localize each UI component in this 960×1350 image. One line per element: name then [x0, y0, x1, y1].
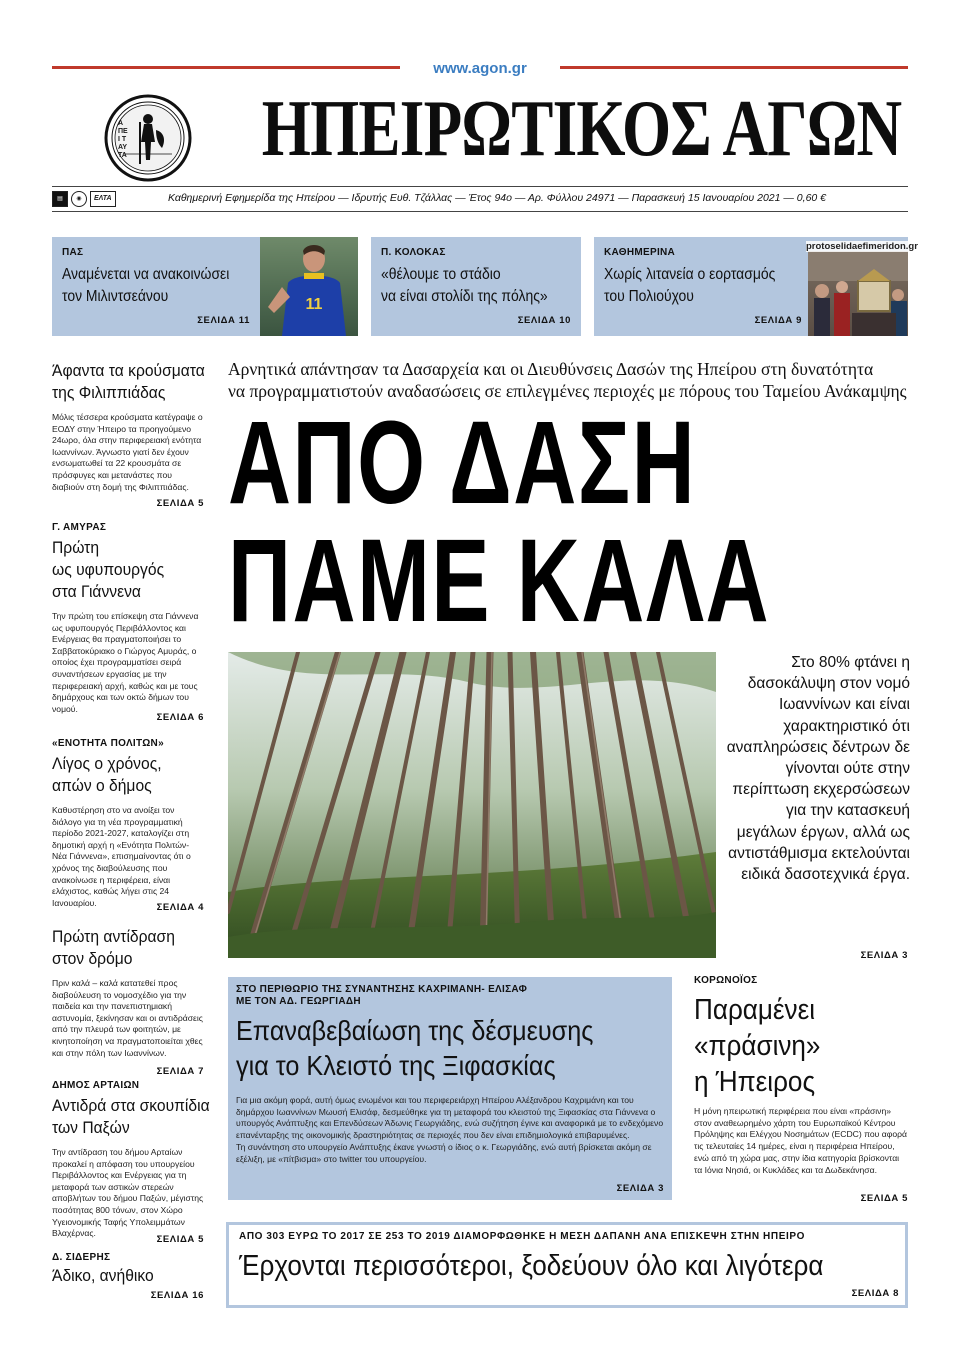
teaser-page-ref[interactable]: ΣΕΛΙΔΑ 11: [197, 315, 250, 326]
sidebar-body: Μόλις τέσσερα κρούσματα κατέγραψε ο ΕΟΔΥ στην Ήπειρο τα προηγούμενο 24ωρο, όλα στην περιφερειακή ενότητα Ιωαννίνων. Άγνωστο γιατί δεν έχουν ενσωματωθεί τα 22 κρουσμάτα σε πρόσφυγες και μετανάστες που διαβιούν στη δομή της Φιλιππιάδας.: [52, 412, 203, 492]
headline-line: στον δρόμο: [52, 949, 133, 968]
corona-story[interactable]: [694, 975, 908, 1205]
sidebar-story-sideris[interactable]: [52, 1252, 204, 1308]
headline-line: Επαναβεβαίωση της δέσμευσης: [236, 1015, 594, 1046]
tourism-kicker: ΑΠΟ 303 ΕΥΡΩ ΤΟ 2017 ΣΕ 253 ΤΟ 2019 ΔΙΑΜΟΡΦΩΘΗΚΕ Η ΜΕΣΗ ΔΑΠΑΝΗ ΑΝΑ ΕΠΙΣΚΕΨΗ ΣΤΗΝ ΗΠΕΙΡΟ: [239, 1231, 805, 1242]
lead-headline[interactable]: [228, 397, 771, 647]
headline-line: στα Γιάννενα: [52, 582, 141, 601]
xifaskia-headline: [236, 1013, 593, 1083]
sidebar-page-ref[interactable]: ΣΕΛΙΔΑ 5: [156, 1234, 204, 1245]
sidebar-headline: [52, 753, 192, 797]
lead-summary: Στο 80% φτάνει η δασοκάλυψη στον νομό Ιωαννίνων και είναι χαρακτηριστικό ότι αναπληρώσεις δέντρων δε γίνονται ούτε στην περίπτωση εκχερσώσεων για την κατασκευή μεγάλων έργων, αλλά ως αντιστάθμισμα εκτελούνται ειδικά δασοτεχνικά έργα.: [726, 654, 910, 884]
headline-line: απών ο δήμος: [52, 776, 152, 795]
tourism-story[interactable]: [226, 1222, 908, 1308]
sidebar-page-ref[interactable]: ΣΕΛΙΔΑ 16: [150, 1290, 204, 1301]
sidebar-headline: [52, 1095, 210, 1139]
headline-line: για το Κλειστό της Ξιφασκίας: [236, 1050, 556, 1081]
badge-icon-2: ◉: [71, 191, 87, 207]
teaser-photo-player: [260, 237, 358, 336]
sidebar-story-arta[interactable]: [52, 1080, 210, 1260]
teaser-headline: [604, 264, 775, 308]
teaser-photo-procession: [808, 251, 908, 336]
body-paragraph: Τη συνάντηση στο υπουργείο Ανάπτυξης έκανε γνωστή ο ίδιος ο κ. Γεωργιάδης, ενώ αυτή βρίσκεται ακόμη σε εξέλιξη, με «πίτβισμα» στο twitter του υπουργείου.: [236, 1141, 652, 1164]
badge-icon-1: ▤: [52, 191, 68, 207]
sidebar-kicker: «ΕΝΟΤΗΤΑ ΠΟΛΙΤΩΝ»: [52, 738, 164, 749]
teaser-pas[interactable]: [52, 237, 358, 336]
sidebar-body: Την πρώτη του επίσκεψη στα Γιάννενα ως υφυπουργός Περιβάλλοντος και Ενέργειας θα πραγματοποιήσει το Σαββατοκύριακο ο Γιώργος Αμυράς, ο οποίος έχει προγραμματίσει σειρά συναντήσεων εργασίας με την περιφερειακή αρχή, καθώς και με τους δημάρχους και των οκτώ δήμων του νομού.: [52, 611, 199, 714]
teaser-headline-line: τον Μιλιντσεάνου: [62, 288, 169, 305]
xifaskia-kicker: [236, 984, 527, 1008]
headline-line: Παραμένει: [694, 994, 816, 1026]
sidebar-headline: [52, 537, 192, 603]
teaser-page-ref[interactable]: ΣΕΛΙΔΑ 9: [754, 315, 802, 326]
sidebar-page-ref[interactable]: ΣΕΛΙΔΑ 4: [156, 902, 204, 913]
headline-line: Πρώτη: [52, 538, 100, 557]
sidebar: [52, 360, 210, 1308]
teaser-headline: [381, 264, 548, 308]
headline-line: Πρώτη αντίδραση: [52, 927, 175, 946]
lead-page-ref[interactable]: ΣΕΛΙΔΑ 3: [860, 950, 908, 961]
dateline-rule-bottom: [52, 211, 908, 212]
lead-deck: [228, 358, 908, 402]
teaser-headline: [62, 264, 229, 308]
site-url[interactable]: www.agon.gr: [433, 60, 527, 77]
lead-headline-line: ΑΠΟ ΔΑΣΗ: [228, 397, 697, 529]
headline-line: της Φιλιππιάδας: [52, 383, 166, 402]
lead-deck-line: να προγραμματιστούν αναδασώσεις σε επιλεγμένες περιοχές με πόρους του Ταμείου Ανάκαμψης: [228, 381, 907, 401]
sidebar-body: Καθυστέρηση στο να ανοίξει τον διάλογο για τη νέα προγραμματική περίοδο 2021-2027, καταλογίζει στη δημοτική αρχή η «Ενότητα Πολιτών- Νέα Γιάννενα», επισημαίνοντας ότι ο χρόνος της διαβούλευσης που ανακοίνωσε η περιφέρεια, είναι ελάχιστος, καθώς λήγει στις 24 Ιανουαρίου.: [52, 805, 191, 908]
sidebar-body: Πριν καλά – καλά κατατεθεί προς διαβούλευση το νομοσχέδιο για την παιδεία και την πανεπιστημιακή αστυνομία, ξεκίνησαν και οι αντιδράσεις από την πλευρά των φοιτητών, με κινητοποίηση να πραγματοποιείται χθες και στην πόλη των Ιωαννίνων.: [52, 978, 203, 1058]
top-rule-right: [560, 66, 908, 69]
lead-headline-line: ΠΑΜΕ ΚΑΛΑ: [228, 515, 771, 647]
elta-badge: ΕΛΤΑ: [90, 191, 116, 207]
corona-headline: [694, 992, 887, 1100]
watermark: protoselidaefimeridon.gr: [806, 241, 918, 252]
teaser-headline-line: Χωρίς λιτανεία ο εορτασμός: [604, 266, 776, 283]
kicker-line: ΜΕ ΤΟΝ ΑΔ. ΓΕΩΡΓΙΑΔΗ: [236, 996, 361, 1007]
sidebar-story-antidrasi[interactable]: [52, 926, 204, 1082]
teaser-headline-line: του Πολιούχου: [604, 288, 694, 305]
sidebar-headline: [52, 1265, 192, 1287]
corona-kicker: ΚΟΡΩΝΟΪΟΣ: [694, 975, 758, 986]
sidebar-body: Την αντίδραση του δήμου Αρταίων προκαλεί η απόφαση του υπουργείου Περιβάλλοντος και Ενέργειας για τη μεταφορά των αστικών στερεών αποβλήτων του δήμου Παξών, μέγιστης ποσότητας 800 τόνων, στον Χώρο Υγειονομικής Ταφής Υπολειμμάτων Βλαχέρνας.: [52, 1147, 204, 1239]
headline-line: ως υφυπουργός: [52, 560, 165, 579]
dateline-rule-top: [52, 186, 908, 187]
sidebar-story-amyras[interactable]: [52, 522, 204, 744]
teaser-headline-line: να είναι στολίδι της πόλης»: [381, 288, 548, 305]
teaser-kicker: ΠΑΣ: [62, 247, 84, 258]
sidebar-story-enotita[interactable]: [52, 738, 204, 922]
masthead-title: ΗΠΕΙΡΩΤΙΚΟΣ ΑΓΩΝ: [261, 83, 902, 173]
headline-line: Αντιδρά στα σκουπίδια: [52, 1096, 210, 1115]
headline-line: «πράσινη»: [694, 1030, 821, 1062]
teaser-kicker: Π. ΚΟΛΟΚΑΣ: [381, 247, 446, 258]
tourism-headline: Έρχονται περισσότεροι, ξοδεύουν όλο και λιγότερα: [239, 1250, 824, 1282]
xifaskia-page-ref[interactable]: ΣΕΛΙΔΑ 3: [616, 1183, 664, 1194]
lead-deck-line: Αρνητικά απάντησαν τα Δασαρχεία και οι Διευθύνσεις Δασών της Ηπείρου στη δυνατότητα: [228, 359, 874, 379]
masthead-seal-text-left: ΑΠΕΙ ΤΑΥΤΑ: [118, 120, 128, 159]
sidebar-page-ref[interactable]: ΣΕΛΙΔΑ 5: [156, 498, 204, 509]
headline-line: Άδικο, ανήθικο: [52, 1266, 154, 1285]
headline-line: των Παξών: [52, 1118, 130, 1137]
svg-text:11: 11: [305, 296, 323, 313]
dateline-badges: [52, 191, 116, 207]
lead-photo-forest: [228, 652, 716, 958]
headline-line: Λίγος ο χρόνος,: [52, 754, 162, 773]
xifaskia-body: [236, 1095, 664, 1165]
headline-line: Άφαντα τα κρούσματα: [52, 361, 205, 380]
teaser-headline-line: «θέλουμε το στάδιο: [381, 266, 501, 283]
sidebar-kicker: Γ. ΑΜΥΡΑΣ: [52, 522, 107, 533]
xifaskia-story[interactable]: [228, 977, 672, 1200]
sidebar-story-filippiada[interactable]: [52, 360, 204, 514]
sidebar-headline: [52, 926, 192, 970]
top-rule-left: [52, 66, 400, 69]
corona-body: Η μόνη ηπειρωτική περιφέρεια που είναι «πράσινη» στον αναθεωρημένο χάρτη του Ευρωπαϊκού Κέντρου Πρόληψης και Ελέγχου Νοσημάτων (ECDC) που αφορά τις τελευταίες 14 ημέρες, είναι η περιφέρεια Ηπείρου, ενώ από τη χώρα μας, στην ίδια κατηγορία βρίσκονται τα Ιόνια Νησιά, οι Κυκλάδες και τα Δωδεκάνησα.: [694, 1106, 907, 1175]
sidebar-headline: [52, 360, 205, 404]
teaser-kolokas[interactable]: [371, 237, 581, 336]
body-paragraph: Για μια ακόμη φορά, αυτή όμως ενωμένοι και του περιφερειάρχη Ηπείρου Αλέξανδρου Καχριμάνη και του δημάρχου Ιωαννίνων Μωυσή Ελισάφ, δεσμεύθηκε για τη μεταφορά του κλειστού της Ξιφασκίας στα Γιάννενα ο υπουργός Ανάπτυξης και Επενδύσεων Άδωνις Γεωργιάδης, ενώ συζήτηση έγινε και αναφορικά με το ενδεχόμενο επανένταρξης της οικονομικής δραστηριότητας σε περιοχές που δεν είναι επιδημιολογικά επιβαρυμένες.: [236, 1095, 664, 1141]
sidebar-page-ref[interactable]: ΣΕΛΙΔΑ 7: [156, 1066, 204, 1077]
kicker-line: ΣΤΟ ΠΕΡΙΘΩΡΙΟ ΤΗΣ ΣΥΝΑΝΤΗΣΗΣ ΚΑΧΡΙΜΑΝΗ- ΕΛΙΣΑΦ: [236, 984, 528, 995]
sidebar-page-ref[interactable]: ΣΕΛΙΔΑ 6: [156, 712, 204, 723]
tourism-page-ref[interactable]: ΣΕΛΙΔΑ 8: [851, 1288, 899, 1299]
headline-line: η Ήπειρος: [694, 1066, 816, 1098]
dateline: Καθημερινή Εφημερίδα της Ηπείρου — Ιδρυτής Ευθ. Τζάλλας — Έτος 94ο — Αρ. Φύλλου 24971 — Παρασκευή 15 Ιανουαρίου 2021 — 0,60 €: [168, 192, 827, 204]
corona-page-ref[interactable]: ΣΕΛΙΔΑ 5: [860, 1193, 908, 1204]
sidebar-kicker: ΔΗΜΟΣ ΑΡΤΑΙΩΝ: [52, 1080, 140, 1091]
teaser-kicker: ΚΑΘΗΜΕΡΙΝΑ: [604, 247, 676, 258]
teaser-page-ref[interactable]: ΣΕΛΙΔΑ 10: [517, 315, 571, 326]
teaser-headline-line: Αναμένεται να ανακοινώσει: [62, 266, 230, 283]
sidebar-kicker: Δ. ΣΙΔΕΡΗΣ: [52, 1252, 111, 1263]
